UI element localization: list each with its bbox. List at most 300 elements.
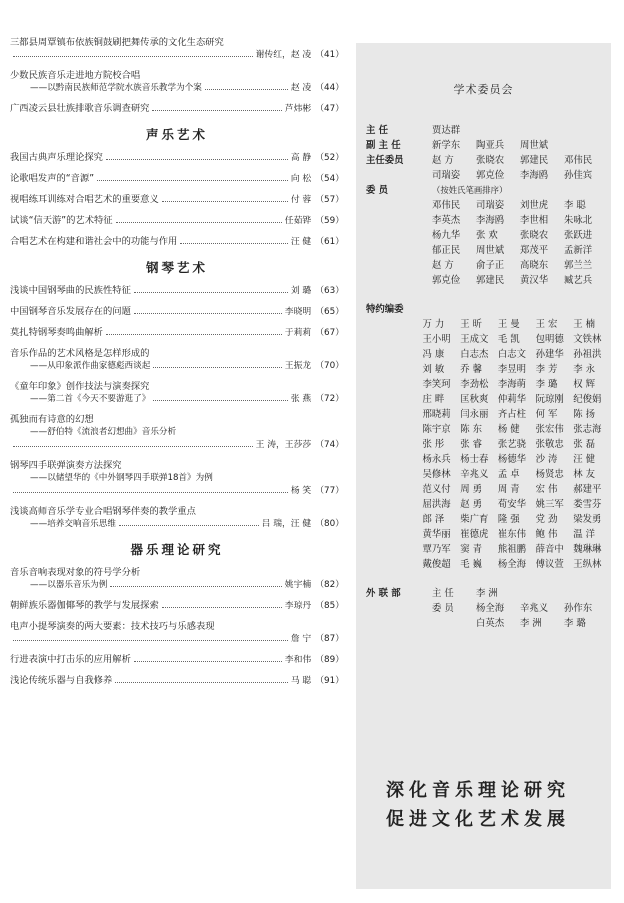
member-name: 委 员	[432, 603, 454, 614]
entry-title: 音乐音响表现对象的符号学分析	[10, 567, 141, 578]
member-name: 李昱明	[497, 364, 527, 375]
entry-row	[10, 518, 344, 531]
role-label	[366, 452, 423, 467]
entry-subtitle: ——培养交响音乐思维	[30, 519, 116, 529]
entry-subtitle: ——以黔南民族师范学院水族音乐教学为个案	[30, 83, 202, 93]
entry-row	[10, 284, 344, 298]
role-label	[366, 377, 423, 392]
member-name: 吴修林	[422, 469, 451, 480]
entry-page: （57）	[315, 195, 344, 205]
member-name: 窦 青	[460, 544, 482, 555]
entry-author: 汪 健	[290, 237, 312, 247]
committee-row	[366, 123, 611, 138]
entry-row	[10, 102, 344, 116]
entry-author: 付 蓉	[290, 195, 312, 205]
entry-author: 李和伟	[284, 655, 312, 665]
member-name: 郭建民	[476, 275, 505, 286]
entry-author: 刘 璐	[290, 286, 312, 296]
member-name: 庄 畔	[422, 394, 445, 405]
committee-row	[366, 601, 611, 616]
committee-title: 学术委员会	[453, 83, 514, 96]
role-label	[366, 198, 432, 213]
member-name: 毛 凯	[497, 334, 520, 345]
entry-page: （91）	[315, 676, 344, 686]
member-name: 郁正民	[432, 245, 461, 256]
dot-leader	[134, 661, 282, 662]
member-name: 孟 卓	[497, 469, 520, 480]
dot-leader	[153, 367, 281, 368]
role-label: 委 员	[366, 185, 389, 196]
member-name: 熊祖鹏	[497, 544, 527, 555]
slogan-line-2: 促进文化艺术发展	[386, 809, 570, 830]
member-name: 乔 馨	[460, 364, 482, 375]
entry-title: 行进表演中打击乐的应用解析	[10, 654, 131, 665]
dot-leader	[110, 586, 281, 587]
member-name: 邓伟民	[564, 155, 593, 166]
member-name: 新学东	[432, 140, 461, 151]
role-label	[366, 437, 423, 452]
dot-leader	[153, 400, 287, 401]
member-name: 白英杰	[476, 618, 505, 629]
entry-page: （80）	[315, 519, 344, 529]
member-name: 王 宏	[535, 319, 558, 330]
committee-row	[366, 138, 611, 153]
entry-author: 王振龙	[284, 361, 312, 371]
dot-leader	[119, 525, 259, 526]
committee-row	[366, 243, 611, 258]
member-name: 杨永兵	[422, 454, 451, 465]
slogan-line-1: 深化音乐理论研究	[386, 780, 570, 801]
member-name: 张宏伟	[535, 424, 564, 435]
entry-title: 少数民族音乐走进地方院校合唱	[10, 70, 141, 81]
member-name: 仲莉华	[497, 394, 527, 405]
member-name: 刘 敏	[422, 364, 445, 375]
member-name: 崔东伟	[497, 529, 527, 540]
committee-row	[366, 168, 611, 183]
entry-page: （82）	[315, 580, 344, 590]
member-name: 张 欢	[476, 230, 498, 241]
member-name: 梁发勇	[573, 514, 602, 525]
dot-leader	[134, 292, 288, 293]
member-name: 鲍 伟	[535, 529, 558, 540]
entry-title: 广西凌云县壮族排歌音乐调查研究	[10, 103, 150, 114]
entry-author: 杨 笑	[290, 486, 312, 496]
toc-entry	[10, 284, 344, 298]
member-name: 高晓东	[520, 260, 549, 271]
role-label: 副 主 任	[366, 140, 401, 151]
entry-author: 于莉莉	[284, 328, 312, 338]
committee-row	[366, 392, 611, 407]
entry-title: 孤独而有诗意的幻想	[10, 414, 94, 425]
committee-row	[366, 362, 611, 377]
entry-row	[10, 393, 344, 406]
entry-page: （70）	[315, 361, 344, 371]
member-name: 黄汉华	[520, 275, 549, 286]
entry-row	[10, 49, 344, 62]
member-name: 屈洪海	[422, 499, 451, 510]
member-name: 李 璐	[564, 618, 586, 629]
entry-title: 朝鲜族乐器伽倻琴的教学与发展探索	[10, 600, 159, 611]
member-name: 李英杰	[432, 215, 461, 226]
entry-page: （87）	[315, 634, 344, 644]
role-label	[366, 332, 423, 347]
committee-row	[366, 317, 611, 332]
member-name: 周世斌	[476, 245, 505, 256]
entry-author: 谢传红，赵 凌	[255, 50, 312, 60]
member-name: 杨贤忠	[535, 469, 564, 480]
member-name: 辛兆义	[460, 469, 489, 480]
entry-row	[10, 214, 344, 228]
dot-leader	[13, 56, 253, 57]
member-name: 李笑珂	[422, 379, 451, 390]
member-name: 包明德	[535, 334, 564, 345]
role-label	[366, 557, 423, 572]
member-name: 杨九华	[432, 230, 461, 241]
entry-page: （44）	[315, 83, 344, 93]
entry-author: 赵 凌	[290, 83, 312, 93]
member-name: 赵 勇	[460, 499, 482, 510]
role-label	[366, 213, 432, 228]
member-name: 魏琳琳	[573, 544, 602, 555]
member-name: 万 力	[422, 319, 445, 330]
member-name: 纪俊娟	[573, 394, 602, 405]
entry-author: 向 松	[290, 174, 312, 184]
role-label	[366, 467, 423, 482]
member-name: 张志海	[573, 424, 602, 435]
toc-entry	[10, 505, 344, 531]
member-name: 黄华丽	[422, 529, 451, 540]
dot-leader	[13, 640, 288, 641]
member-name: 张 睿	[460, 439, 482, 450]
member-name	[432, 616, 476, 631]
member-name: 李 芳	[535, 364, 558, 375]
member-name: 张跃进	[564, 230, 593, 241]
toc-entry	[10, 305, 344, 319]
member-name: 杨全海	[497, 559, 527, 570]
member-name: 沙 涛	[535, 454, 558, 465]
toc-entry	[10, 653, 344, 667]
toc-entry	[10, 674, 344, 688]
member-name: 党 劲	[535, 514, 558, 525]
dot-leader	[13, 446, 253, 447]
role-label: 外 联 部	[366, 588, 401, 599]
role-label	[366, 243, 432, 258]
toc-entry	[10, 235, 344, 249]
committee-row	[366, 228, 611, 243]
role-label: 主 任	[366, 125, 389, 136]
entry-row	[10, 579, 344, 592]
entry-author: 李晓明	[284, 307, 312, 317]
member-name: 张艺骁	[497, 439, 527, 450]
dot-leader	[106, 159, 288, 160]
entry-row	[10, 82, 344, 95]
toc-entry	[10, 599, 344, 613]
member-name: 白志文	[497, 349, 527, 360]
role-label	[366, 392, 423, 407]
committee-group	[366, 123, 611, 288]
member-name: 隆 强	[497, 514, 520, 525]
role-label	[366, 616, 432, 631]
role-label	[366, 273, 432, 288]
committee-group	[366, 586, 611, 631]
role-label	[366, 168, 432, 183]
member-name: 匡秋爽	[460, 394, 489, 405]
toc-entry	[10, 151, 344, 165]
role-label	[366, 512, 423, 527]
dot-leader	[134, 313, 282, 314]
entry-title: 电声小提琴演奏的两大要素：技术技巧与乐感表现	[10, 621, 215, 632]
member-name: 陶亚兵	[476, 140, 505, 151]
member-name: 王 曼	[497, 319, 520, 330]
committee-row	[366, 616, 611, 631]
entry-author: 高 静	[290, 153, 312, 163]
member-name: 司瑞姿	[432, 170, 461, 181]
role-label	[366, 422, 423, 437]
dot-leader	[13, 492, 288, 493]
committee-row	[366, 273, 611, 288]
member-name: 王小明	[422, 334, 451, 345]
member-name: 辛兆义	[520, 603, 549, 614]
member-name: 傅议萱	[535, 559, 564, 570]
member-name: 李海萌	[497, 379, 527, 390]
entry-title: 浅谈高师音乐学专业合唱钢琴伴奏的教学重点	[10, 506, 196, 517]
entry-page: （41）	[315, 50, 344, 60]
member-name: 王成文	[460, 334, 489, 345]
entry-row	[10, 172, 344, 186]
table-of-contents	[10, 36, 344, 695]
entry-row	[10, 633, 344, 646]
committee-panel	[356, 43, 611, 889]
entry-page: （63）	[315, 286, 344, 296]
toc-entry	[10, 326, 344, 340]
committee-row	[366, 542, 611, 557]
member-name: 陈宇京	[422, 424, 451, 435]
committee-row	[366, 422, 611, 437]
committee-group	[366, 302, 611, 572]
toc-entry	[10, 380, 344, 406]
entry-author: 詹 宁	[290, 634, 312, 644]
member-name: 李 聪	[564, 200, 586, 211]
committee-row	[366, 347, 611, 362]
role-label	[366, 497, 423, 512]
entry-author: 芦炜彬	[284, 104, 312, 114]
member-name: 李海鸥	[476, 215, 505, 226]
committee-list	[356, 123, 611, 631]
member-name: 贾达群	[432, 125, 461, 136]
entry-subtitle: ——以器乐音乐为例	[30, 580, 108, 590]
entry-author: 王 涛，王莎莎	[255, 440, 312, 450]
committee-row	[366, 557, 611, 572]
dot-leader	[115, 682, 288, 683]
committee-row	[366, 198, 611, 213]
entry-title: 浅谈中国钢琴曲的民族性特征	[10, 285, 131, 296]
member-name: 王纵林	[573, 559, 602, 570]
slogan	[386, 776, 570, 834]
dot-leader	[162, 201, 288, 202]
member-name: 邓伟民	[432, 200, 461, 211]
entry-row	[10, 193, 344, 207]
entry-page: （89）	[315, 655, 344, 665]
member-name: 覃乃军	[422, 544, 451, 555]
entry-page: （65）	[315, 307, 344, 317]
toc-entry	[10, 193, 344, 207]
entry-page: （77）	[315, 486, 344, 496]
member-name: 郭建民	[520, 155, 549, 166]
entry-row	[10, 326, 344, 340]
committee-row	[366, 332, 611, 347]
entry-row	[10, 439, 344, 452]
entry-row	[10, 485, 344, 498]
role-label	[366, 542, 423, 557]
entry-page: （54）	[315, 174, 344, 184]
role-label	[366, 347, 423, 362]
entry-row	[10, 653, 344, 667]
entry-title: 合唱艺术在构建和谐社会中的功能与作用	[10, 236, 178, 247]
member-name: 齐占柱	[497, 409, 527, 420]
role-label	[366, 482, 423, 497]
entry-page: （59）	[315, 216, 344, 226]
member-name: 司瑞姿	[476, 200, 505, 211]
member-name: 林 友	[573, 469, 596, 480]
member-name: 陈 东	[460, 424, 482, 435]
member-name: 朱咏北	[564, 215, 593, 226]
member-name: 王 楠	[573, 319, 596, 330]
committee-row	[366, 527, 611, 542]
member-name: 主 任	[432, 588, 454, 599]
member-name: 俞子正	[476, 260, 505, 271]
entry-page: （67）	[315, 328, 344, 338]
member-name: 张晓农	[520, 230, 549, 241]
member-name: 李海鸥	[520, 170, 549, 181]
member-name: 孙佳宾	[564, 170, 593, 181]
role-label	[366, 317, 423, 332]
member-name: 范义付	[422, 484, 451, 495]
role-label	[366, 258, 432, 273]
member-name: 孙作东	[564, 603, 593, 614]
member-name: 李 璐	[535, 379, 558, 390]
dot-leader	[205, 89, 288, 90]
dot-leader	[180, 243, 287, 244]
role-label	[366, 362, 423, 377]
member-name: 周 青	[497, 484, 520, 495]
member-name: 李 永	[573, 364, 596, 375]
committee-row	[366, 258, 611, 273]
member-name: 汪 健	[573, 454, 596, 465]
entry-title: 浅论传统乐器与自我修养	[10, 675, 113, 686]
member-name: 戴俊超	[422, 559, 451, 570]
entry-row	[10, 305, 344, 319]
toc-entry	[10, 566, 344, 592]
member-name: 孙祖洪	[573, 349, 602, 360]
member-name: 赵 方	[432, 260, 454, 271]
committee-row	[366, 377, 611, 392]
entry-title: 《童年印象》创作技法与演奏探究	[10, 381, 150, 392]
member-name: 权 辉	[573, 379, 596, 390]
member-name: 赵 方	[432, 155, 454, 166]
role-label: 主任委员	[366, 155, 404, 166]
member-name: 郭克俭	[432, 275, 461, 286]
entry-subtitle: ——从印象派作曲家德彪西谈起	[30, 361, 151, 371]
member-name: 李劲松	[460, 379, 489, 390]
member-name: 温 洋	[573, 529, 596, 540]
section-heading: 声乐艺术	[145, 127, 208, 142]
member-name: 陈 扬	[573, 409, 596, 420]
entry-title: 钢琴四手联弹演奏方法探究	[10, 460, 122, 471]
member-name: 孟新洋	[564, 245, 593, 256]
committee-row	[366, 512, 611, 527]
section-heading: 钢琴艺术	[145, 260, 208, 275]
member-name: 张 磊	[573, 439, 596, 450]
entry-title: 中国钢琴音乐发展存在的问题	[10, 306, 131, 317]
member-name: 姚三军	[535, 499, 564, 510]
entry-page: （47）	[315, 104, 344, 114]
member-name: 郎 泽	[422, 514, 445, 525]
committee-row	[366, 407, 611, 422]
entry-row	[10, 360, 344, 373]
toc-entry	[10, 102, 344, 116]
committee-row	[366, 452, 611, 467]
member-name: 张 彤	[422, 439, 445, 450]
entry-subtitle: ——以储望华的《中外钢琴四手联弹18首》为例	[30, 473, 213, 483]
entry-page: （72）	[315, 394, 344, 404]
member-name: 何 军	[535, 409, 558, 420]
toc-entry	[10, 172, 344, 186]
member-name: 杨德华	[497, 454, 527, 465]
dot-leader	[97, 180, 288, 181]
member-name: 张晓农	[476, 155, 505, 166]
member-name: 宏 伟	[535, 484, 558, 495]
member-name: 张敬忠	[535, 439, 564, 450]
entry-author: 任茹铧	[284, 216, 312, 226]
committee-row	[366, 153, 611, 168]
entry-title: 视唱练耳训练对合唱艺术的重要意义	[10, 194, 159, 205]
member-name: 郭兰兰	[564, 260, 593, 271]
entry-page: （61）	[315, 237, 344, 247]
role-label: 特约编委	[366, 304, 404, 315]
dot-leader	[162, 607, 282, 608]
member-name: 冯 康	[422, 349, 445, 360]
committee-row	[366, 586, 611, 601]
dot-leader	[152, 110, 281, 111]
member-name: 阮琼刚	[535, 394, 564, 405]
member-name: 周 勇	[460, 484, 482, 495]
member-name: 郑茂平	[520, 245, 549, 256]
entry-page: （52）	[315, 153, 344, 163]
entry-title: 莫扎特钢琴奏鸣曲解析	[10, 327, 103, 338]
member-name: 郭克俭	[476, 170, 505, 181]
member-name: 杨全海	[476, 603, 505, 614]
entry-title: 试谈“信天游”的艺术特征	[10, 215, 113, 226]
toc-entry	[10, 459, 344, 498]
entry-title: 我国古典声乐理论探究	[10, 152, 103, 163]
entry-author: 吕 瑞，汪 健	[261, 519, 312, 529]
toc-entry	[10, 413, 344, 452]
toc-entry	[10, 69, 344, 95]
entry-author: 李琼丹	[284, 601, 312, 611]
entry-author: 马 聪	[290, 676, 312, 686]
member-name: 薛音中	[535, 544, 564, 555]
dot-leader	[116, 222, 282, 223]
committee-row	[366, 497, 611, 512]
member-name: 孙建华	[535, 349, 564, 360]
entry-page: （85）	[315, 601, 344, 611]
member-name: 臧艺兵	[564, 275, 593, 286]
member-name: 李 洲	[476, 588, 498, 599]
section-heading: 器乐理论研究	[130, 542, 224, 557]
entry-title: 三都县周覃镇布依族铜鼓刷把舞传承的文化生态研究	[10, 37, 224, 48]
entry-title: 音乐作品的艺术风格是怎样形成的	[10, 348, 150, 359]
toc-entry	[10, 214, 344, 228]
